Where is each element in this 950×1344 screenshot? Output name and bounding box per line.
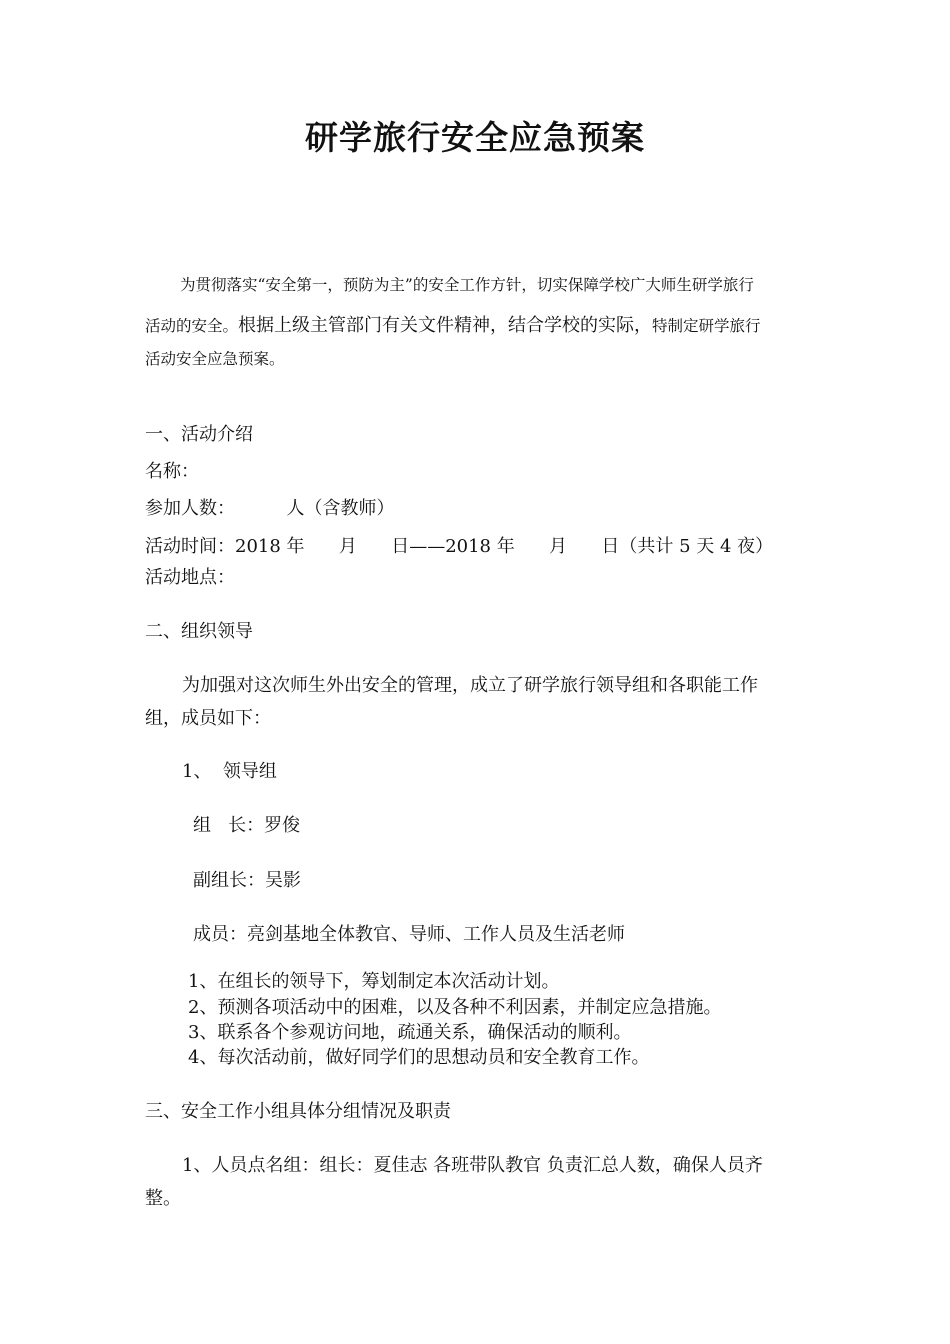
section-2-paragraph-line-2: 组，成员如下： (145, 708, 271, 729)
duty-item: 2、预测各项活动中的困难，以及各种不利因素，并制定应急措施。 (188, 997, 722, 1018)
intro-line-1: 为贯彻落实“安全第一，预防为主”的安全工作方针，切实保障学校广大师生研学旅行 (180, 276, 754, 294)
intro-line-2b: 根据上级主管部门有关文件精神，结合学校的实际， (238, 315, 653, 336)
section-3-item-1-line-2: 整。 (145, 1188, 181, 1209)
section-1-heading: 一、活动介绍 (145, 424, 253, 445)
section-3-heading: 三、安全工作小组具体分组情况及职责 (145, 1101, 451, 1122)
document-title: 研学旅行安全应急预案 (305, 118, 645, 157)
intro-line-3: 活动安全应急预案。 (145, 350, 285, 368)
vice-group-leader: 副组长：吴影 (193, 870, 301, 891)
activity-location: 活动地点： (145, 567, 235, 588)
intro-line-2c: 特制定研学旅行 (652, 317, 761, 335)
leadership-group-heading: 1、 领导组 (182, 761, 277, 782)
activity-time: 活动时间：2018 年 月 日——2018 年 月 日（共计 5 天 4 夜） (145, 536, 774, 557)
intro-line-2a: 活动的安全。 (145, 317, 239, 335)
group-members: 成员：亮剑基地全体教官、导师、工作人员及生活老师 (193, 924, 625, 945)
activity-name: 名称： (145, 461, 199, 482)
section-2-paragraph-line-1: 为加强对这次师生外出安全的管理，成立了研学旅行领导组和各职能工作 (182, 675, 758, 696)
duty-item: 4、每次活动前，做好同学们的思想动员和安全教育工作。 (188, 1047, 650, 1068)
section-2-heading: 二、组织领导 (145, 621, 253, 642)
intro-line-2 (145, 311, 761, 337)
duty-item: 1、在组长的领导下，筹划制定本次活动计划。 (188, 971, 560, 992)
duty-item: 3、联系各个参观访问地，疏通关系，确保活动的顺利。 (188, 1022, 632, 1043)
group-leader: 组 长：罗俊 (193, 815, 301, 836)
section-3-item-1-line-1: 1、人员点名组：组长：夏佳志 各班带队教官 负责汇总人数，确保人员齐 (182, 1155, 763, 1176)
participant-count: 参加人数： 人（含教师） (145, 498, 395, 519)
